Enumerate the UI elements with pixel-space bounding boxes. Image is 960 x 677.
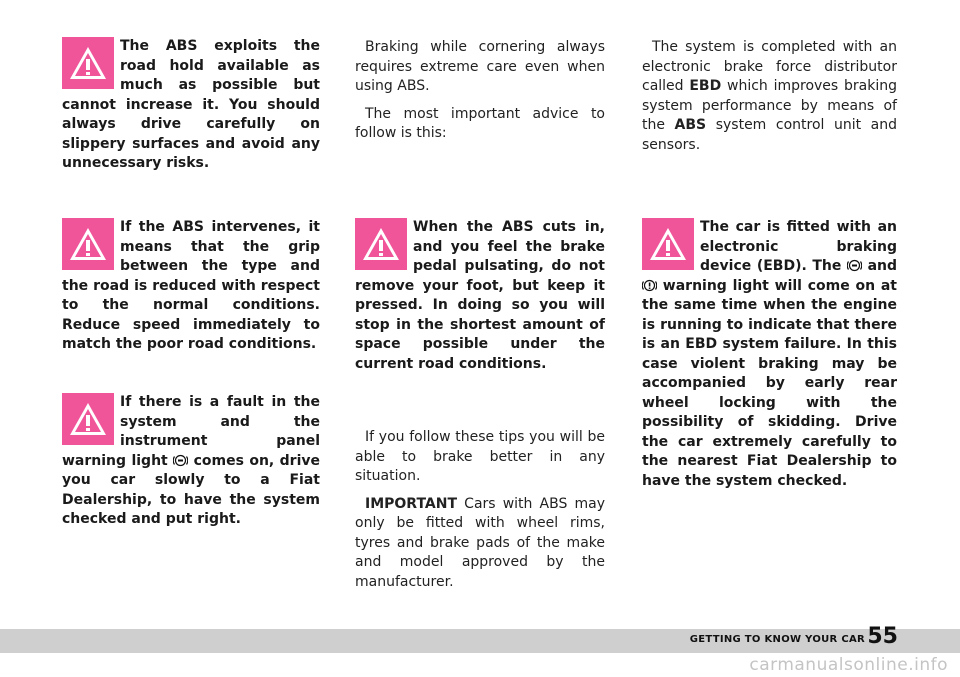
paragraph: The system is completed with an electronic brake force distributor called EBD which improves braking system performance by means of the ABS system control unit and sensors. bbox=[642, 39, 897, 153]
abs-cornering-text bbox=[355, 38, 605, 152]
warning-triangle-icon bbox=[62, 37, 114, 89]
paragraph: Braking while cornering always requires extreme care even when using ABS. bbox=[355, 39, 605, 94]
paragraph: IMPORTANT Cars with ABS may only be fitted with wheel rims, tyres and brake pads of the make and model approved by the manufacturer. bbox=[355, 495, 606, 590]
ebd-intro-text bbox=[642, 38, 897, 163]
warning-abs-intervenes: If the ABS intervenes, it means that the grip between the type and the road is reduced with respect to the normal conditions. Reduce speed immediately to match the poor road conditions. bbox=[62, 219, 320, 352]
section-title: GETTING TO KNOW YOUR CAR bbox=[689, 634, 865, 645]
warning-abs-cuts-in: When the ABS cuts in, and you feel the brake pedal pulsating, do not remove your foot, but keep it pressed. In doing so you will stop in the shortest amount of space possible under the current road conditions. bbox=[355, 219, 605, 372]
brake-warning-light-icon bbox=[642, 278, 657, 293]
watermark: carmanualsonline.info bbox=[749, 655, 948, 675]
warning-abs-fault: If there is a fault in the system and the instrument panel warning light comes on, drive you car slowly to a Fiat Dealership, to have the system checked and put right. bbox=[62, 394, 320, 527]
important-label: IMPORTANT bbox=[365, 495, 458, 512]
paragraph: The most important advice to follow is this: bbox=[355, 105, 605, 141]
paragraph: If you follow these tips you will be able to brake better in any situation. bbox=[355, 429, 605, 484]
abs-warning-light-icon bbox=[173, 453, 188, 468]
warning-ebd-failure: The car is fitted with an electronic braking device (EBD). The and warning light will come on at the same time when the engine is running to indicate that there is an EBD system failure. In this case violent braking may be accompanied by early rear wheel locking with the possibility of skidding. Drive the car extremely carefully to the nearest Fiat Dealership to have the system checked. bbox=[642, 219, 898, 489]
page-number: 55 bbox=[867, 624, 898, 649]
abs-warning-light-icon bbox=[847, 258, 862, 273]
warning-abs-road-hold: The ABS exploits the road hold available as much as possible but cannot increase it. You should always drive carefully on slippery surfaces and avoid any unnecessary risks. bbox=[62, 38, 320, 171]
abs-tips-text bbox=[355, 428, 605, 600]
warning-triangle-icon bbox=[355, 218, 407, 270]
warning-triangle-icon bbox=[62, 393, 114, 445]
warning-triangle-icon bbox=[642, 218, 694, 270]
warning-triangle-icon bbox=[62, 218, 114, 270]
